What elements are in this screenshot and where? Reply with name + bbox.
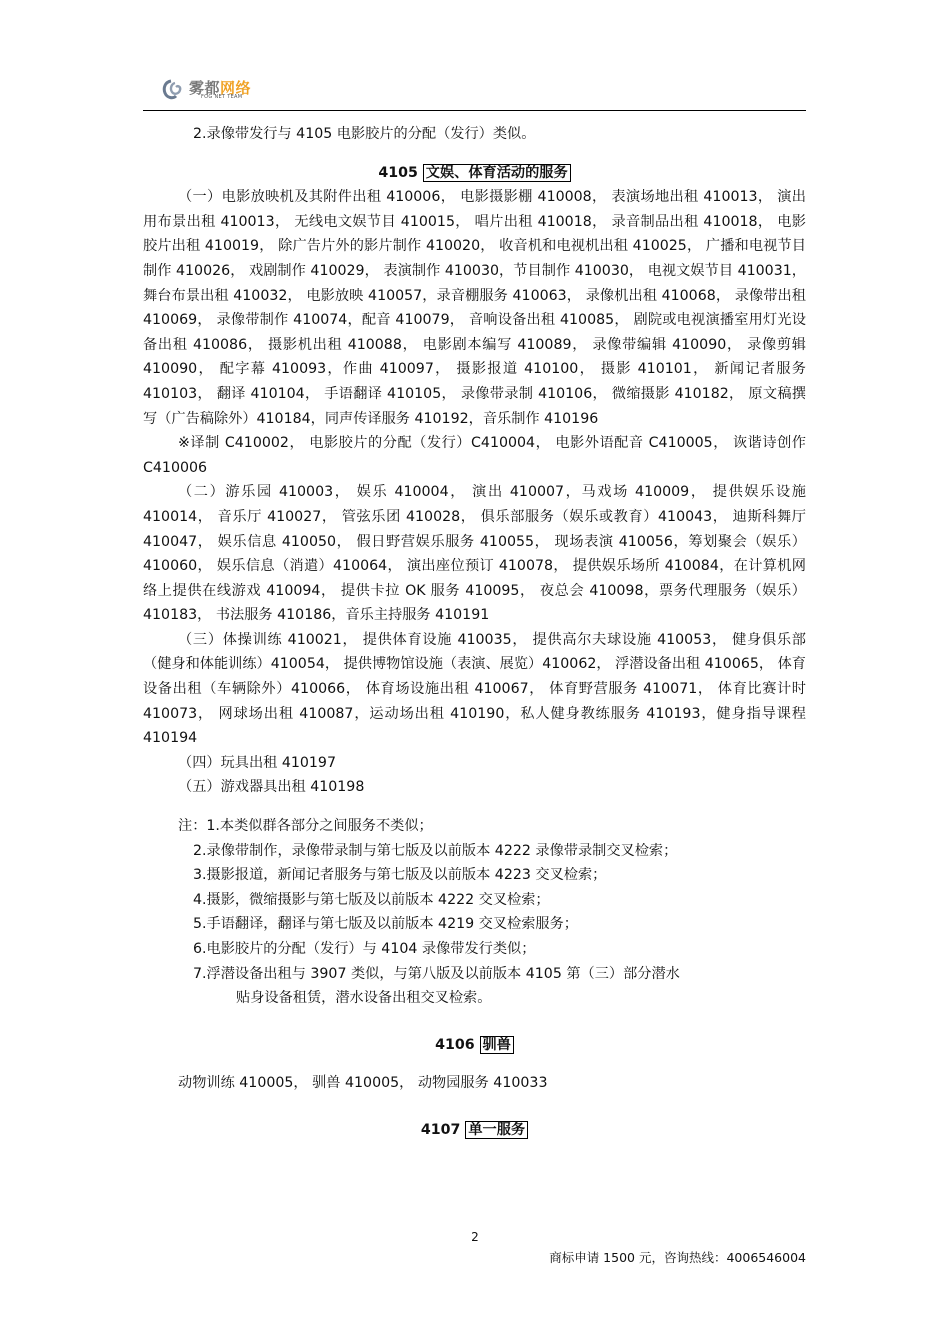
note-line: 注：1.本类似群各部分之间服务不类似； [178, 818, 433, 835]
note-line: 贴身设备租赁，潜水设备出租交叉检索。 [236, 990, 492, 1007]
section-title: 文娱、体育活动的服务 [425, 164, 568, 181]
paragraph-4105-5: （五）游戏器具出租 410198 [178, 779, 365, 796]
note-line: 2.录像带制作，录像带录制与第七版及以前版本 4222 录像带录制交叉检索； [193, 842, 678, 859]
section-heading-4106 [143, 1033, 806, 1058]
note-line: 5.手语翻译，翻译与第七版及以前版本 4219 交叉检索服务； [193, 916, 578, 933]
logo-text-a: 雾都 [189, 78, 221, 97]
section-title: 驯兽 [482, 1036, 511, 1053]
section-heading-4107 [143, 1118, 806, 1143]
logo-subtitle: FOG NET TEAM [201, 93, 243, 100]
note-line: 7.浮潜设备出租与 3907 类似，与第八版及以前版本 4105 第（三）部分潜水 [193, 965, 680, 982]
section-number: 4107 [420, 1121, 466, 1138]
document-body [143, 122, 806, 1143]
section-number: 4106 [435, 1036, 480, 1053]
section-heading-4105 [143, 161, 806, 186]
page-footer: 商标申请 1500 元，咨询热线：4006546004 [549, 1250, 806, 1265]
note-line: 6.电影胶片的分配（发行）与 4104 录像带发行类似； [193, 941, 536, 957]
note-line: 4.摄影，微缩摄影与第七版及以前版本 4222 交叉检索； [193, 891, 550, 908]
section-title: 单一服务 [468, 1121, 526, 1138]
paragraph-4105-4: （四）玩具出租 410197 [178, 754, 336, 771]
paragraph-4105-3: （三）体操训练 410021， 提供体育设施 410035， 提供高尔夫球设施 410053， 健身俱乐部（健身和体能训练）410054， 提供博物馆设施（表演、展览）410062， 浮潜设备出租 410065， 体育设备出租（车辆除外）410066， 体育场设施出租 410067， 体育野营服务 410071， 体育比赛计时 410073， 网球场出租 410087，运动场出租 410190，私人健身教练服务 410193，健身指导课程 410194 [143, 631, 806, 747]
page-number: 2 [471, 1230, 479, 1244]
page-header [143, 72, 806, 111]
section-number: 4105 [378, 164, 423, 181]
intro-line: 2.录像带发行与 4105 电影胶片的分配（发行）类似。 [193, 126, 536, 142]
paragraph-4105-1-note: ※译制 C410002， 电影胶片的分配（发行）C410004， 电影外语配音 C410005， 诙谐诗创作 C410006 [143, 435, 806, 476]
note-line: 3.摄影报道，新闻记者服务与第七版及以前版本 4223 交叉检索； [193, 867, 607, 884]
logo-icon [161, 78, 185, 100]
paragraph-4106-1: 动物训练 410005， 驯兽 410005， 动物园服务 410033 [178, 1075, 548, 1092]
paragraph-4105-2: （二）游乐园 410003， 娱乐 410004， 演出 410007，马戏场 410009， 提供娱乐设施 410014， 音乐厅 410027， 管弦乐团 410028， 俱乐部服务（娱乐或教育）410043， 迪斯科舞厅 410047， 娱乐信息 410050， 假日野营娱乐服务 410055， 现场表演 410056，筹划聚会（娱乐）410060， 娱乐信息（消遣）410064， 演出座位预订 410078， 提供娱乐场所 410084，在计算机网络上提供在线游戏 410094， 提供卡拉 OK 服务 410095， 夜总会 410098，票务代理服务（娱乐）410183， 书法服务 410186，音乐主持服务 410191 [143, 484, 806, 624]
paragraph-4105-1: （一）电影放映机及其附件出租 410006， 电影摄影棚 410008， 表演场地出租 410013， 演出用布景出租 410013， 无线电文娱节目 410015， 唱片出租 410018， 录音制品出租 410018， 电影胶片出租 410019， 除广告片外的影片制作 410020， 收音机和电视机出租 410025， 广播和电视节目制作 410026， 戏剧制作 410029， 表演制作 410030，节目制作 410030， 电视文娱节目 410031， 舞台布景出租 410032， 电影放映 410057，录音棚服务 410063， 录像机出租 410068， 录像带出租 410069， 录像带制作 410074，配音 410079， 音响设备出租 410085， 剧院或电视演播室用灯光设备出租 410086， 摄影机出租 410088， 电影剧本编写 410089， 录像带编辑 410090， 录像剪辑 410090， 配字幕 410093，作曲 410097， 摄影报道 410100， 摄影 410101， 新闻记者服务 410103， 翻译 410104， 手语翻译 410105， 录像带录制 410106， 微缩摄影 410182， 原文稿撰写（广告稿除外）410184，同声传译服务 410192，音乐制作 410196 [143, 189, 806, 427]
logo [161, 76, 251, 102]
logo-text-b: 网络 [220, 78, 252, 97]
